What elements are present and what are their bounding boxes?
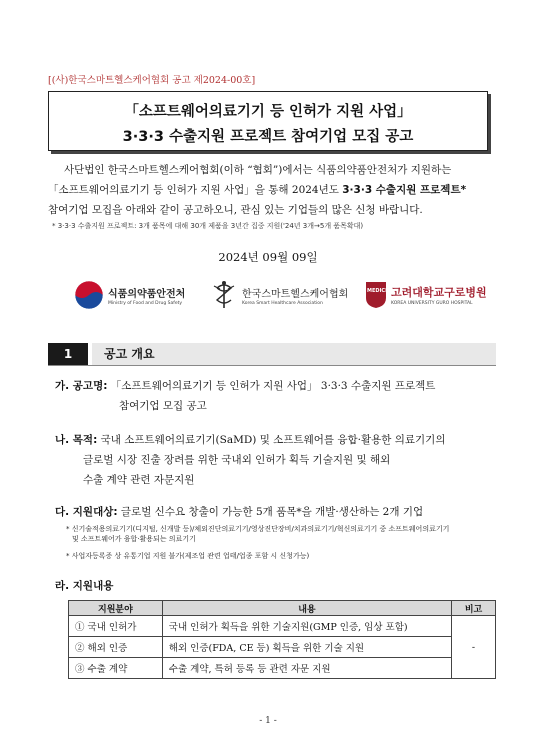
row-content: 수출 계약, 특허 등록 등 관련 자문 지원 — [162, 658, 451, 679]
item-na-label: 나. 목적: — [55, 434, 98, 446]
kasa-name: 한국스마트헬스케어협회 — [242, 288, 349, 300]
caduceus-icon — [210, 280, 238, 310]
title-line-1: 「소프트웨어의료기기 등 인허가 지원 사업」 — [124, 104, 412, 120]
intro-line-1: 사단법인 한국스마트헬스케어협회(이하 “협회”)에서는 식품의약품안전처가 지원하는 — [64, 164, 452, 176]
item-da — [55, 502, 423, 522]
intro-line-2 — [48, 180, 500, 200]
mfds-sub: Ministry of Food and Drug Safety — [108, 300, 183, 306]
mfds-name: 식품의약품안전처 — [108, 288, 186, 300]
table-row — [69, 616, 496, 637]
item-da-note-1b: 및 소프트웨어가 융합·활용되는 의료기기 — [72, 535, 196, 543]
item-da-note-1 — [66, 524, 449, 544]
item-da-note-1a: * 신기술적용의료기기(디지털, 신개발 등)/체외진단의료기기/영상진단장비/치과의료기기/혁신의료기기 중 소프트웨어의료기기 — [66, 525, 450, 533]
row-field: ② 해외 인증 — [69, 637, 163, 658]
table-row — [69, 658, 496, 679]
row-field: ③ 수출 계약 — [69, 658, 163, 679]
title-box — [48, 91, 488, 151]
item-ra-label: 라. 지원내용 — [55, 580, 114, 592]
item-da-text: 글로벌 신수요 창출이 가능한 5개 품목*을 개발·생산하는 2개 기업 — [120, 506, 424, 518]
mfds-emblem-icon — [74, 280, 104, 310]
item-ra — [55, 576, 113, 596]
item-da-label: 다. 지원대상: — [55, 506, 118, 518]
support-table — [68, 600, 496, 679]
notice-date: 2024년 09월 09일 — [218, 250, 318, 264]
section-number: 1 — [48, 343, 88, 365]
intro-line-2-text: 「소프트웨어의료기기 등 인허가 지원 사업」을 통해 2024년도 — [48, 184, 343, 196]
row-field: ① 국내 인허가 — [69, 616, 163, 637]
item-ga-line2: 참여기업 모집 공고 — [119, 400, 207, 412]
notice-reference: [(사)한국스마트헬스케어협회 공고 제2024-00호] — [48, 75, 256, 86]
item-na-line2: 글로벌 시장 진출 장려를 위한 국내외 인허가 획득 기술지원 및 해외 — [83, 454, 391, 466]
item-na — [55, 430, 445, 490]
header-note: 비고 — [452, 601, 496, 616]
table-header-row — [69, 601, 496, 616]
page-number: - 1 - — [259, 716, 277, 726]
item-da-note-2: * 사업자등록증 상 유통기업 지원 불가(제조업 관련 업태/업종 포함 시 신청가능) — [66, 552, 310, 560]
kuh-name: 고려대학교구로병원 — [391, 286, 487, 299]
row-content: 국내 인허가 획득을 위한 기술지원(GMP 인증, 임상 포함) — [162, 616, 451, 637]
header-field: 지원분야 — [69, 601, 163, 616]
kuh-logo — [357, 278, 487, 312]
kasa-sub: Korea Smart Healthcare Association — [242, 300, 323, 306]
ku-shield-icon — [357, 281, 395, 309]
section-1-header — [48, 343, 496, 366]
ku-badge-text: KU MEDICINE — [357, 288, 395, 294]
kasa-logo — [210, 278, 348, 312]
mfds-logo — [74, 278, 185, 312]
header-content: 내용 — [162, 601, 451, 616]
item-ga — [55, 376, 435, 416]
project-name-bold: 3·3·3 수출지원 프로젝트* — [342, 184, 467, 196]
logo-row — [0, 278, 536, 312]
item-ga-line1: 「소프트웨어의료기기 등 인허가 지원 사업」 3·3·3 수출지원 프로젝트 — [110, 380, 436, 392]
title-line-2: 3·3·3 수출지원 프로젝트 참여기업 모집 공고 — [122, 129, 414, 145]
item-na-line1: 국내 소프트웨어의료기기(SaMD) 및 소프트웨어를 융합·활용한 의료기기의 — [100, 434, 446, 446]
item-na-line3: 수출 계약 관련 자문지원 — [83, 474, 195, 486]
table-row — [69, 637, 496, 658]
intro-line-3: 참여기업 모집을 아래와 같이 공고하오니, 관심 있는 기업들의 많은 신청 바랍니다. — [48, 204, 423, 216]
item-ga-label: 가. 공고명: — [55, 380, 108, 392]
intro-footnote: * 3·3·3 수출지원 프로젝트: 3개 품목에 대해 30개 제품을 3년간 집중 지원('24년 3개→5개 품목확대) — [52, 222, 364, 230]
intro-paragraph — [48, 160, 500, 220]
section-title: 공고 개요 — [104, 347, 155, 361]
row-note: - — [452, 616, 496, 679]
row-content: 해외 인증(FDA, CE 등) 획득을 위한 기술 지원 — [162, 637, 451, 658]
kuh-sub: KOREA UNIVERSITY GURO HOSPITAL — [391, 301, 473, 306]
